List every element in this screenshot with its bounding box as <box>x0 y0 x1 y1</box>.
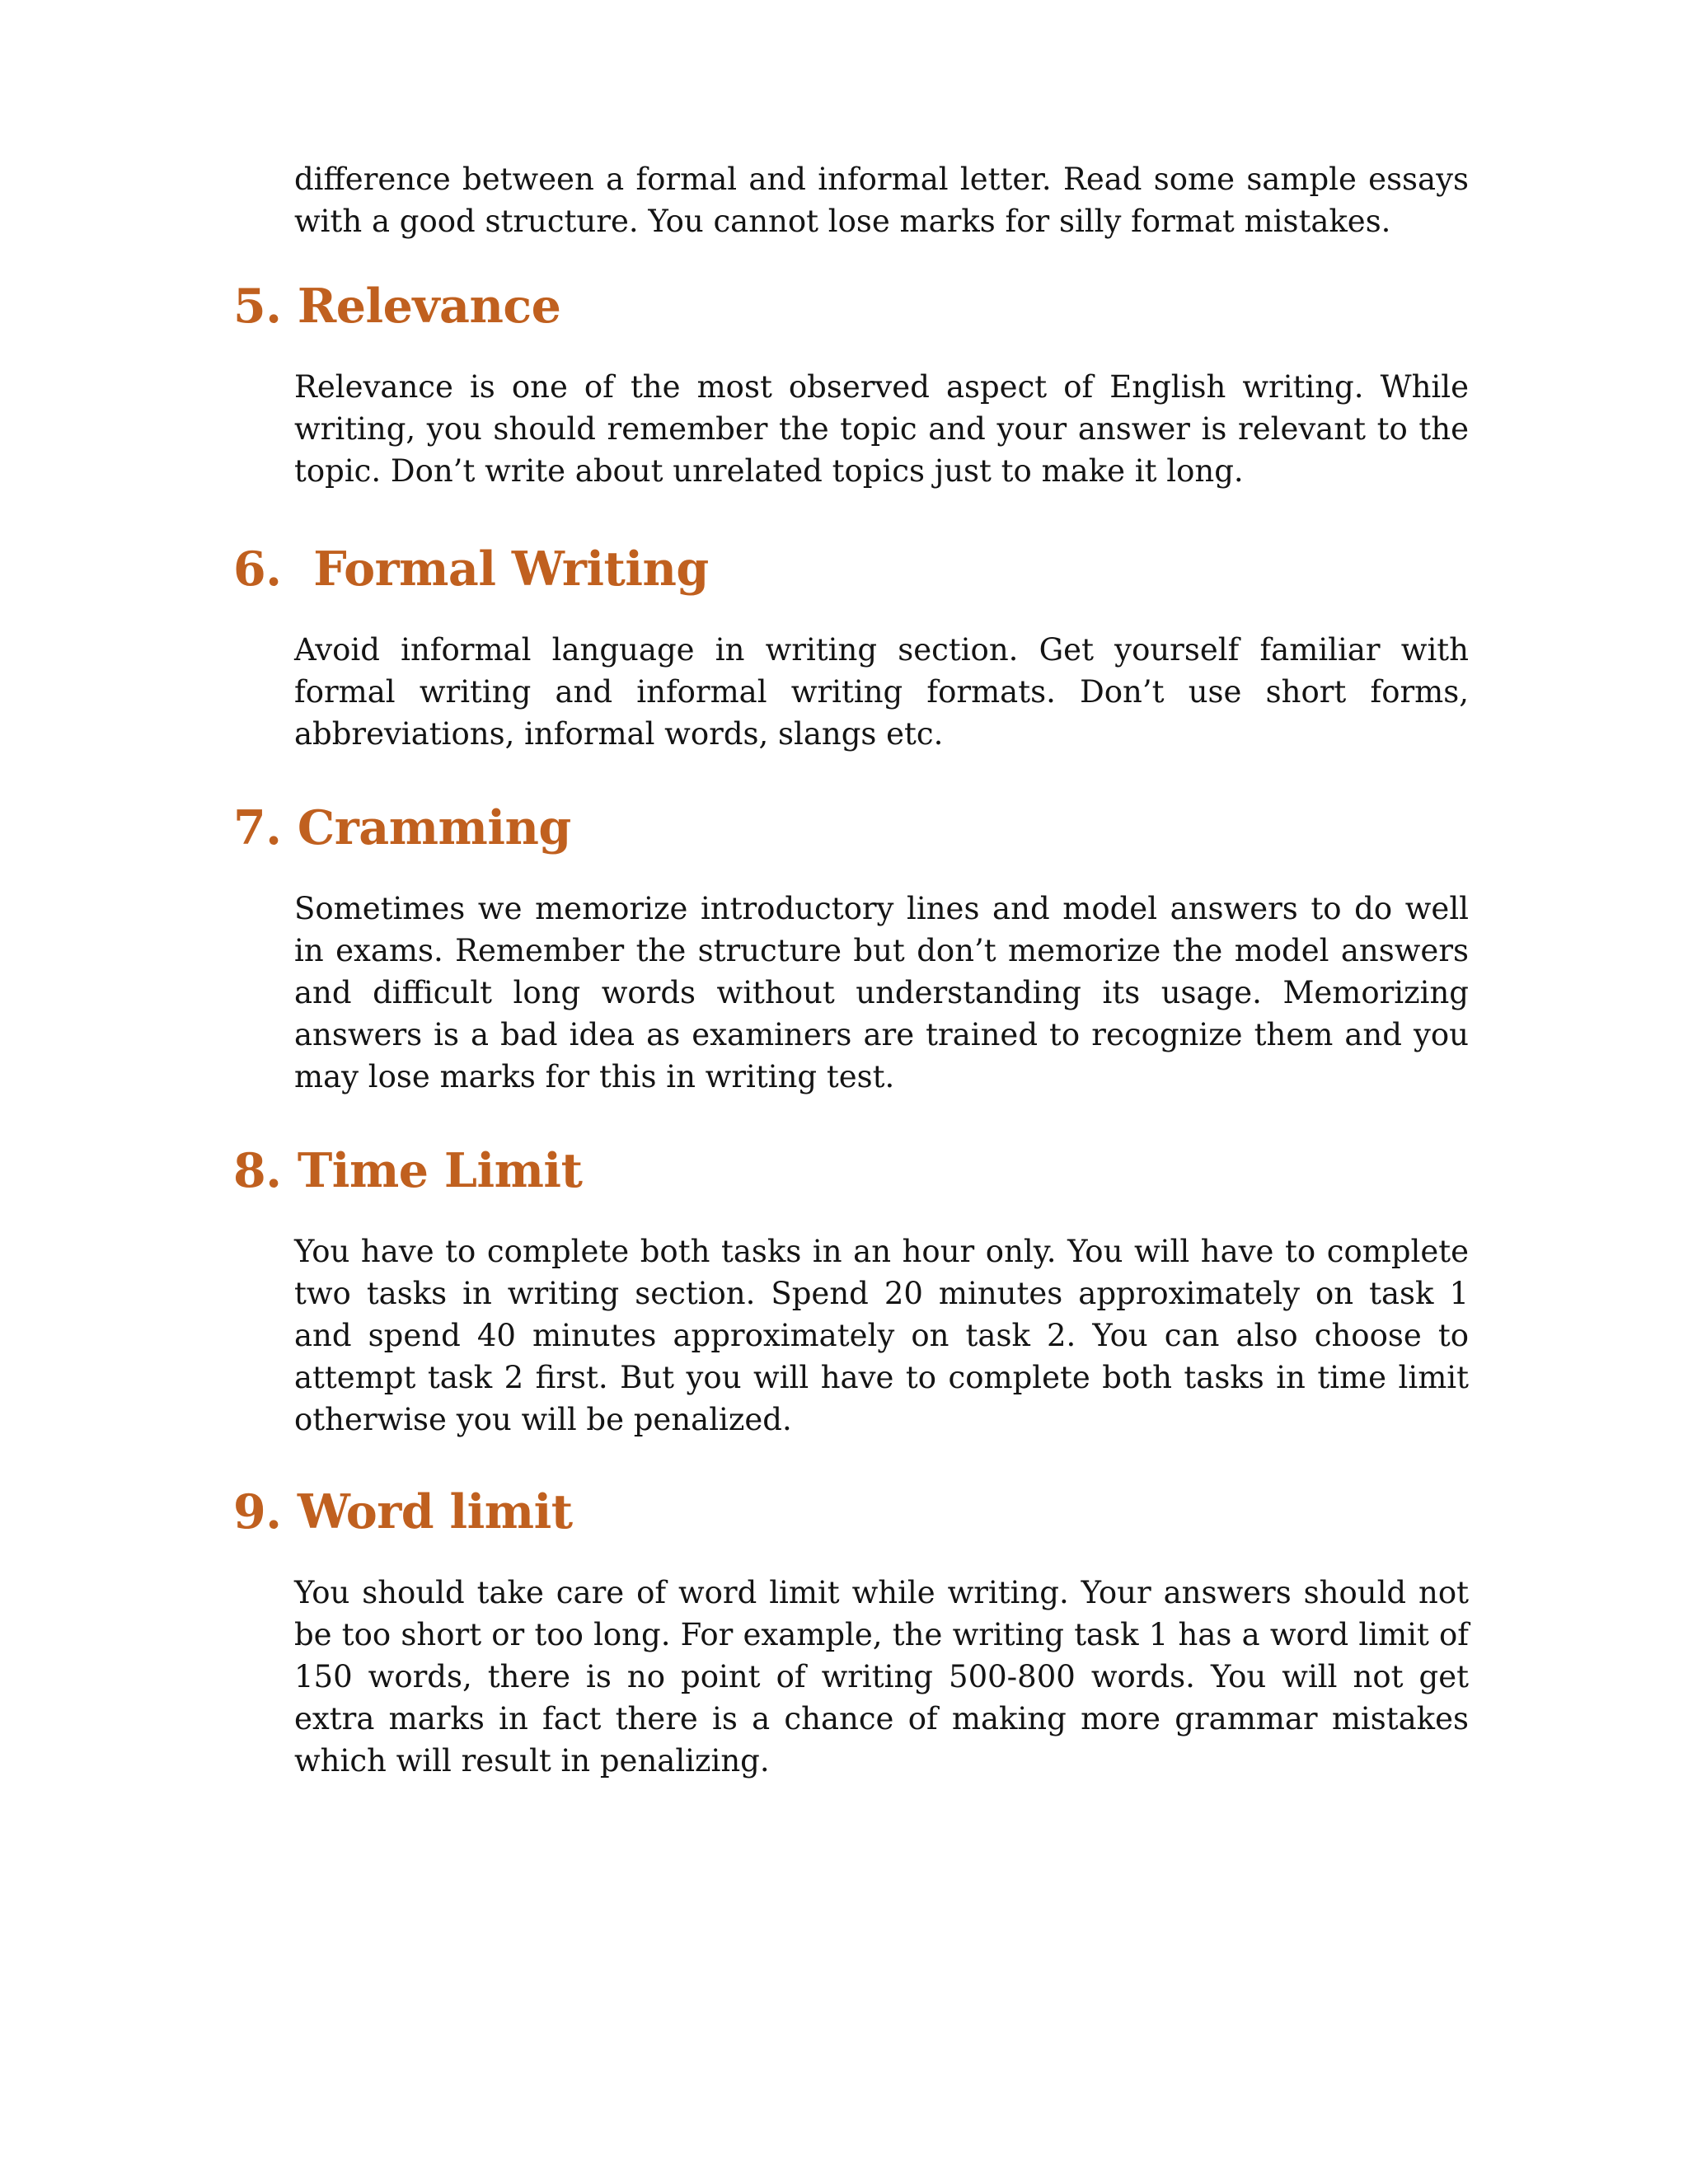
section-body: You should take care of word limit while writing. Your answers should not be too short or too long. For example, the writing task 1 has a word limit of 150 words, there is no point of writing 500-800 words. You will not get extra marks in fact there is a chance of making more grammar mistakes which will result in penalizing. <box>294 1575 1469 1779</box>
section-number: 7. <box>233 800 282 855</box>
section-title: Word limit <box>297 1484 573 1540</box>
section-body: Avoid informal language in writing section. Get yourself familiar with formal writing and informal writing formats. Don’t use short forms, abbreviations, informal words, slangs etc. <box>294 632 1469 752</box>
section-formal-writing <box>233 538 1469 755</box>
section-word-limit <box>233 1481 1469 1782</box>
section-heading <box>233 1140 1469 1202</box>
section-title: Relevance <box>297 279 561 334</box>
section-relevance <box>233 275 1469 492</box>
section-time-limit <box>233 1140 1469 1441</box>
section-title: Time Limit <box>297 1143 583 1198</box>
section-heading <box>233 275 1469 338</box>
section-cramming <box>233 797 1469 1098</box>
section-number: 9. <box>233 1484 282 1540</box>
section-body: You have to complete both tasks in an hour only. You will have to complete two tasks in writing section. Spend 20 minutes approximately on task 1 and spend 40 minutes approximately on task 2. You can also choose to attempt task 2 first. But you will have to complete both tasks in time limit otherwise you will be penalized. <box>294 1234 1469 1437</box>
section-heading <box>233 797 1469 860</box>
section-title: Cramming <box>297 800 571 855</box>
lead-paragraph: difference between a formal and informal letter. Read some sample essays with a good structure. You cannot lose marks for silly format mistakes. <box>294 162 1469 239</box>
section-number: 8. <box>233 1143 282 1198</box>
section-heading <box>233 1481 1469 1544</box>
section-number: 5. <box>233 279 282 334</box>
section-title: Formal Writing <box>297 541 709 597</box>
section-body: Sometimes we memorize introductory lines and model answers to do well in exams. Remember the structure but don’t memorize the model answers and difficult long words without understanding its usage. Memorizing answers is a bad idea as examiners are trained to recognize them and you may lose marks for this in writing test. <box>294 891 1469 1094</box>
section-heading <box>233 538 1469 601</box>
section-body: Relevance is one of the most observed aspect of English writing. While writing, you should remember the topic and your answer is relevant to the topic. Don’t write about unrelated topics just to make it long. <box>294 369 1469 489</box>
section-number: 6. <box>233 541 282 597</box>
